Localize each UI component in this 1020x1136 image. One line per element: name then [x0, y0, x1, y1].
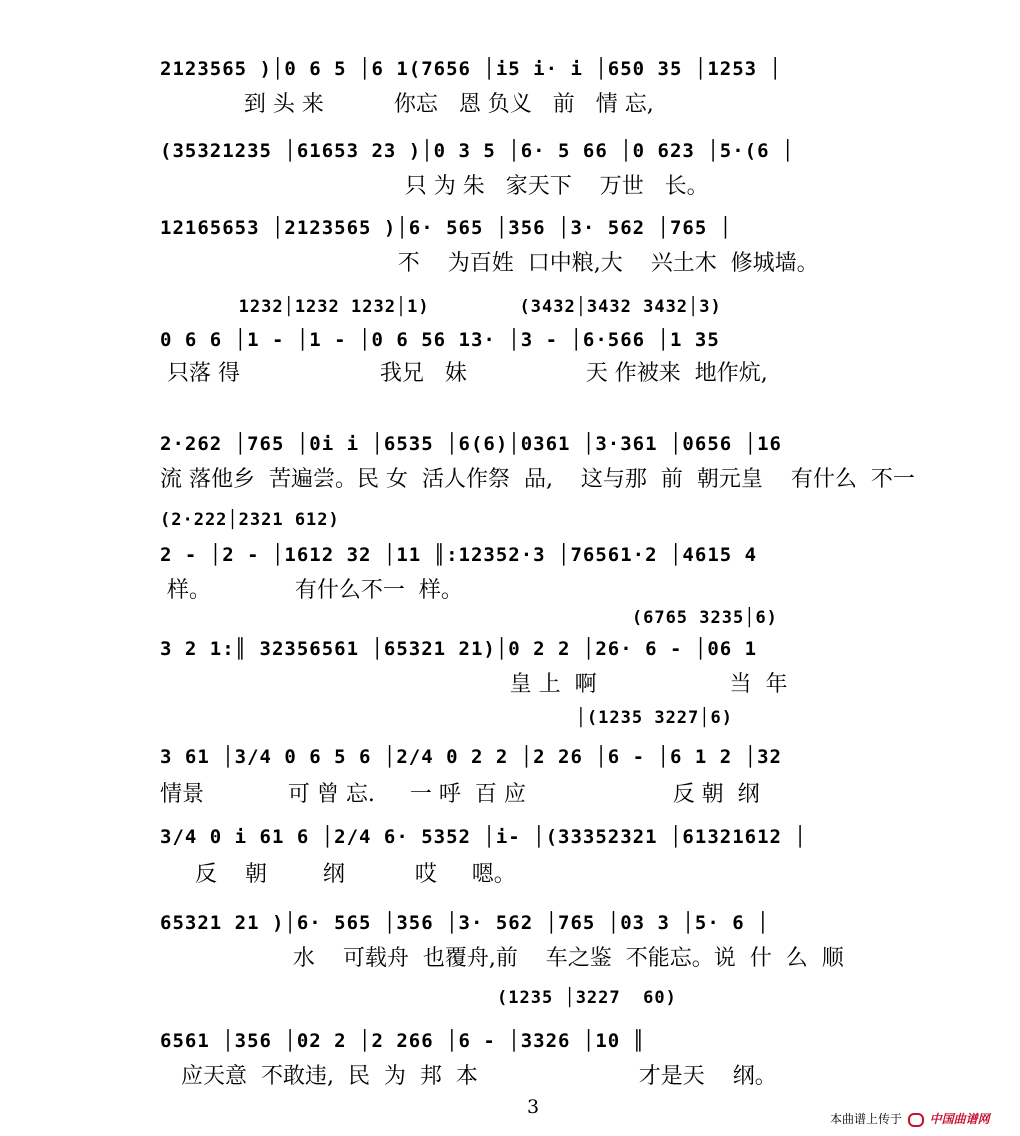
notation-line-3: 12165653 │2123565 )│6· 565 │356 │3· 562 │765 │ — [160, 217, 733, 239]
notation-line-6: 2 - │2 - │1612 32 │11 ║:12352·3 │76561·2 │4615 4 — [160, 544, 758, 566]
lyrics-line-5: 流 落他乡 苦遍尝。民 女 活人作祭 品, 这与那 前 朝元皇 有什么 不一 — [160, 467, 915, 492]
notation-line-1: 2123565 )│0 6 5 │6 1(7656 │i5 i· i │650 35 │1253 │ — [160, 58, 782, 80]
grace-notes-line-6: (2·222│2321 612) — [160, 510, 340, 530]
site-name[interactable]: 中国曲谱网 — [929, 1112, 990, 1126]
lyrics-line-4: 只落 得 我兄 妹 天 作被来 地作炕, — [160, 361, 768, 386]
grace-notes-line-11: (1235 │3227 60) — [160, 988, 677, 1008]
credit-text: 本曲谱上传于 — [830, 1112, 903, 1126]
notation-line-8: 3 61 │3/4 0 6 5 6 │2/4 0 2 2 │2 26 │6 - │6 1 2 │32 — [160, 746, 782, 768]
lyrics-line-10: 水 可载舟 也覆舟,前 车之鉴 不能忘。说 什 么 顺 — [160, 946, 844, 971]
lyrics-line-11: 应天意 不敢违, 民 为 邦 本 才是天 纲。 — [160, 1064, 777, 1089]
lyrics-line-2: 只 为 朱 家天下 万世 长。 — [160, 174, 709, 199]
notation-line-5: 2·262 │765 │0i i │6535 │6(6)│0361 │3·361 │0656 │16 — [160, 433, 782, 455]
notation-line-4: 0 6 6 │1 - │1 - │0 6 56 13· │3 - │6·566 │1 35 — [160, 329, 720, 351]
grace-notes-line-7: (6765 3235│6) — [160, 608, 778, 628]
upload-credit — [830, 1110, 990, 1127]
page-number: 3 — [527, 1096, 540, 1118]
notation-line-11: 6561 │356 │02 2 │2 266 │6 - │3326 │10 ║ — [160, 1030, 646, 1052]
lyrics-line-7: 皇 上 啊 当 年 — [160, 672, 788, 697]
notation-line-2: (35321235 │61653 23 )│0 3 5 │6· 5 66 │0 623 │5·(6 │ — [160, 140, 795, 162]
site-logo-icon — [908, 1113, 924, 1127]
lyrics-line-3: 不 为百姓 口中粮,大 兴土木 修城墙。 — [160, 251, 819, 276]
lyrics-line-9: 反 朝 纲 哎 嗯。 — [160, 862, 516, 887]
notation-line-9: 3/4 0 i 61 6 │2/4 6· 5352 │i- │(33352321 │61321612 │ — [160, 826, 807, 848]
lyrics-line-1: 到 头 来 你忘 恩 负义 前 情 忘, — [160, 92, 654, 117]
notation-line-10: 65321 21 )│6· 565 │356 │3· 562 │765 │03 3 │5· 6 │ — [160, 912, 770, 934]
notation-line-7: 3 2 1:║ 32356561 │65321 21)│0 2 2 │26· 6 - │06 1 — [160, 638, 758, 660]
lyrics-line-6: 样。 有什么不一 样。 — [160, 578, 463, 603]
grace-notes-line-8: │(1235 3227│6) — [160, 708, 733, 728]
lyrics-line-8: 情景 可 曾 忘. 一 呼 百 应 反 朝 纲 — [160, 782, 760, 807]
grace-notes-line-4: 1232│1232 1232│1) (3432│3432 3432│3) — [160, 297, 722, 317]
